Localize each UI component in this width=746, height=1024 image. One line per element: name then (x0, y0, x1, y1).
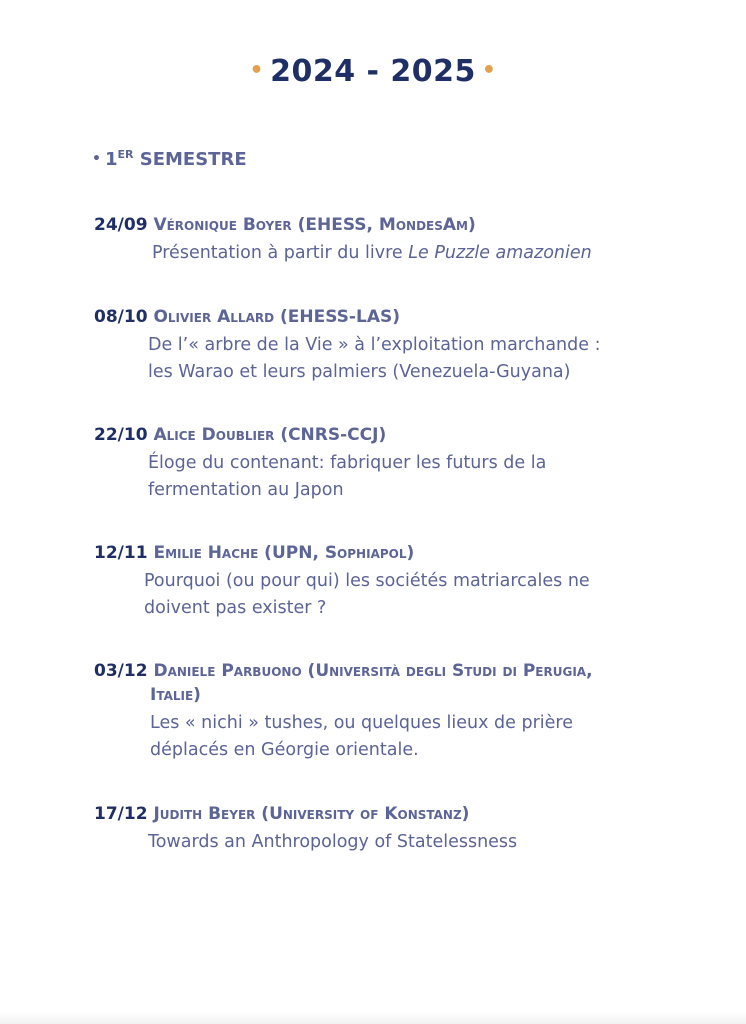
session-header (94, 659, 694, 707)
talk-title-book: Le Puzzle amazonien (408, 243, 592, 263)
session-speaker: Alice Doublier (CNRS-CCJ) (153, 425, 387, 445)
semester-suffix: ER (117, 148, 134, 161)
talk-title-line: Pourquoi (ou pour qui) les sociétés matriarcales ne (144, 571, 590, 591)
title-text: 2024 - 2025 (270, 54, 476, 89)
talk-title-text: Présentation à partir du livre (152, 243, 409, 263)
session-talk-title (94, 710, 694, 764)
talk-title-line: Éloge du contenant: fabriquer les futurs de la (148, 453, 547, 473)
session-entry (94, 423, 694, 504)
talk-title-line: les Warao et leurs palmiers (Venezuela-Guyana) (148, 362, 571, 382)
session-header (94, 305, 694, 329)
session-entry (94, 659, 694, 764)
session-entry (94, 802, 694, 856)
talk-title-line: Towards an Anthropology of Statelessness (148, 832, 518, 852)
session-date: 12/11 (94, 543, 148, 563)
talk-title-line: déplacés en Géorgie orientale. (150, 740, 419, 760)
semester-heading (92, 148, 247, 170)
session-header (94, 213, 694, 237)
page-title (0, 54, 746, 89)
page-bottom-edge (0, 1012, 746, 1024)
title-right-dot: • (481, 58, 497, 83)
talk-title-line: Les « nichi » tushes, ou quelques lieux de prière (150, 713, 573, 733)
session-date: 22/10 (94, 425, 148, 445)
session-entry (94, 541, 694, 622)
session-speaker: Daniele Parbuono (Università degli Studi di Perugia, (153, 661, 593, 681)
session-date: 08/10 (94, 307, 148, 327)
semester-label: SEMESTRE (139, 149, 247, 170)
session-talk-title (94, 332, 694, 386)
session-talk-title (94, 240, 694, 267)
session-speaker: Judith Beyer (University of Konstanz) (153, 804, 470, 824)
session-talk-title (94, 450, 694, 504)
session-speaker: Véronique Boyer (EHESS, MondesAm) (153, 215, 476, 235)
session-date: 24/09 (94, 215, 148, 235)
session-header (94, 802, 694, 826)
session-date: 03/12 (94, 661, 148, 681)
talk-title-line: De l’« arbre de la Vie » à l’exploitation marchande : (148, 335, 601, 355)
session-date: 17/12 (94, 804, 148, 824)
session-speaker: Emilie Hache (UPN, Sophiapol) (153, 543, 415, 563)
session-speaker: Olivier Allard (EHESS-LAS) (153, 307, 400, 327)
talk-title-line: fermentation au Japon (148, 480, 344, 500)
semester-bullet: • (92, 151, 101, 167)
session-speaker-continued: Italie) (150, 685, 201, 705)
session-header (94, 423, 694, 447)
session-entry (94, 305, 694, 386)
session-talk-title (94, 568, 694, 622)
session-talk-title (94, 829, 694, 856)
session-header (94, 541, 694, 565)
semester-number: 1 (104, 149, 118, 170)
session-entry (94, 213, 694, 267)
title-left-dot: • (249, 58, 265, 83)
talk-title-line: doivent pas exister ? (144, 598, 327, 618)
